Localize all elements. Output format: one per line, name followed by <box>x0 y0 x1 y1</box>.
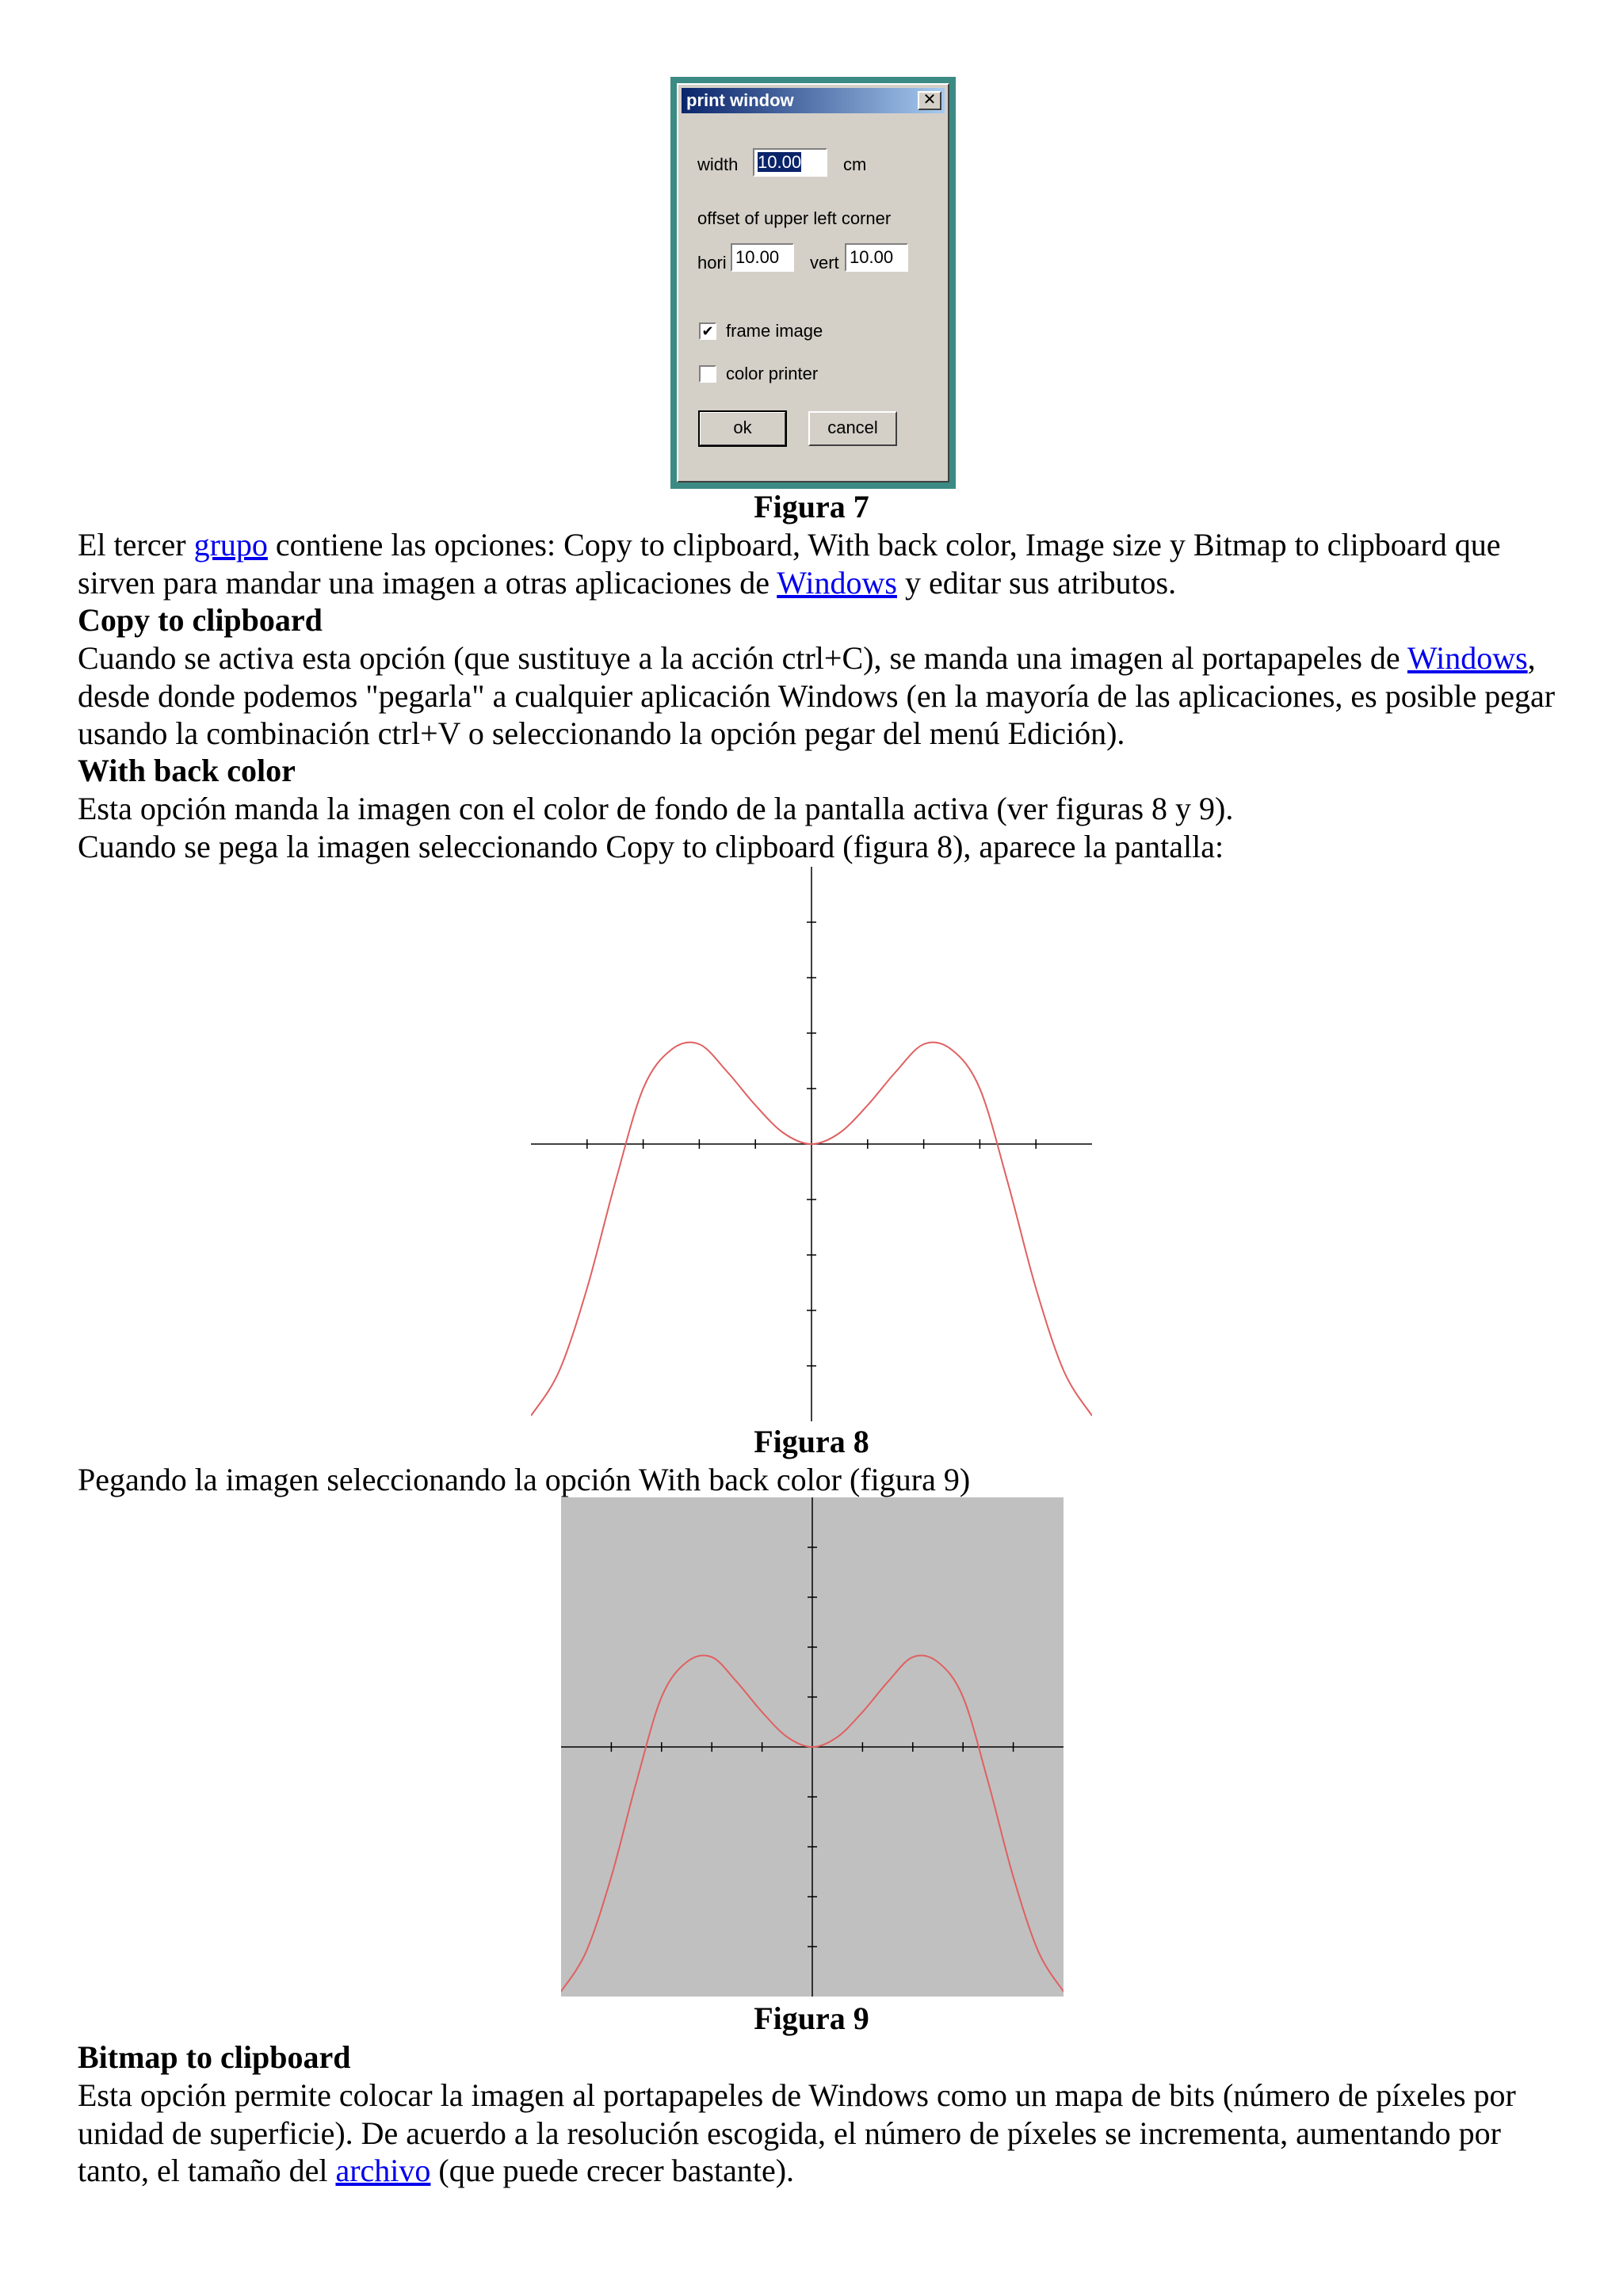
archivo-link[interactable]: archivo <box>335 2153 431 2188</box>
cancel-button[interactable]: cancel <box>808 411 897 446</box>
color-printer-checkbox[interactable] <box>699 365 716 383</box>
bitmap-text-b: (que puede crecer bastante). <box>430 2153 795 2188</box>
intro-text-c: y editar sus atributos. <box>896 564 1177 601</box>
figure-9-plot <box>561 1497 1064 1997</box>
copy-text-a: Cuando se activa esta opción (que sustituye a la acción ctrl+C), se manda una imagen al portapapeles de <box>78 640 1407 676</box>
paragraph-back-figure: Pegando la imagen seleccionando la opción With back color (figura 9) <box>78 1462 971 1497</box>
frame-image-checkbox[interactable]: ✔ <box>699 322 716 340</box>
width-unit: cm <box>843 154 867 174</box>
vert-field[interactable]: 10.00 <box>845 243 908 272</box>
print-window-dialog <box>677 83 949 482</box>
paragraph-back-color: Esta opción manda la imagen con el color de fondo de la pantalla activa (ver figuras 8 y 9). <box>78 791 1234 826</box>
figure-8-caption: Figura 8 <box>754 1424 869 1459</box>
heading-copy-to-clipboard: Copy to clipboard <box>78 602 323 638</box>
paragraph-bitmap <box>78 2077 1568 2190</box>
intro-text-b: contiene las opciones: Copy to clipboard, With back color, Image size y Bitmap to clipboard que sirven para mandar una imagen a otras aplicaciones de <box>78 527 1501 601</box>
figure-7-caption: Figura 7 <box>754 489 869 524</box>
heading-with-back-color: With back color <box>78 753 296 788</box>
print-window-screenshot <box>670 77 956 489</box>
close-icon[interactable]: ✕ <box>918 91 941 110</box>
hori-label: hori <box>697 253 727 273</box>
copy-text-b: , desde donde podemos "pegarla" a cualquier aplicación Windows (en la mayoría de las aplicaciones, es posible pegar usando la combinación ctrl+V o seleccionando la opción pegar del menú Edición). <box>78 640 1556 751</box>
figure-9-caption: Figura 9 <box>754 2000 869 2036</box>
figure-8-plot <box>531 867 1092 1421</box>
offset-label: offset of upper left corner <box>697 208 892 228</box>
width-field[interactable] <box>753 148 827 177</box>
paragraph-intro <box>78 526 1568 601</box>
dialog-title: print window <box>682 88 945 113</box>
windows-link[interactable]: Windows <box>777 564 897 601</box>
heading-bitmap-to-clipboard: Bitmap to clipboard <box>78 2039 351 2075</box>
width-value: 10.00 <box>758 152 802 172</box>
ok-button[interactable]: ok <box>699 411 786 446</box>
hori-field[interactable]: 10.00 <box>731 243 794 272</box>
color-printer-label: color printer <box>726 364 819 383</box>
intro-text-a: El tercer <box>78 527 194 563</box>
paragraph-copy <box>78 639 1568 753</box>
paragraph-copy-figure: Cuando se pega la imagen seleccionando Copy to clipboard (figura 8), aparece la pantalla: <box>78 829 1224 864</box>
bitmap-text-a: Esta opción permite colocar la imagen al portapapeles de Windows como un mapa de bits (número de píxeles por unidad de superficie). De acuerdo a la resolución escogida, el número de píxeles se incrementa, aumentando por tanto, el tamaño del <box>78 2077 1516 2188</box>
vert-label: vert <box>810 253 839 273</box>
grupo-link[interactable]: grupo <box>193 527 268 563</box>
width-label: width <box>697 154 739 174</box>
frame-image-label: frame image <box>726 321 823 341</box>
windows-link-2[interactable]: Windows <box>1407 640 1528 676</box>
